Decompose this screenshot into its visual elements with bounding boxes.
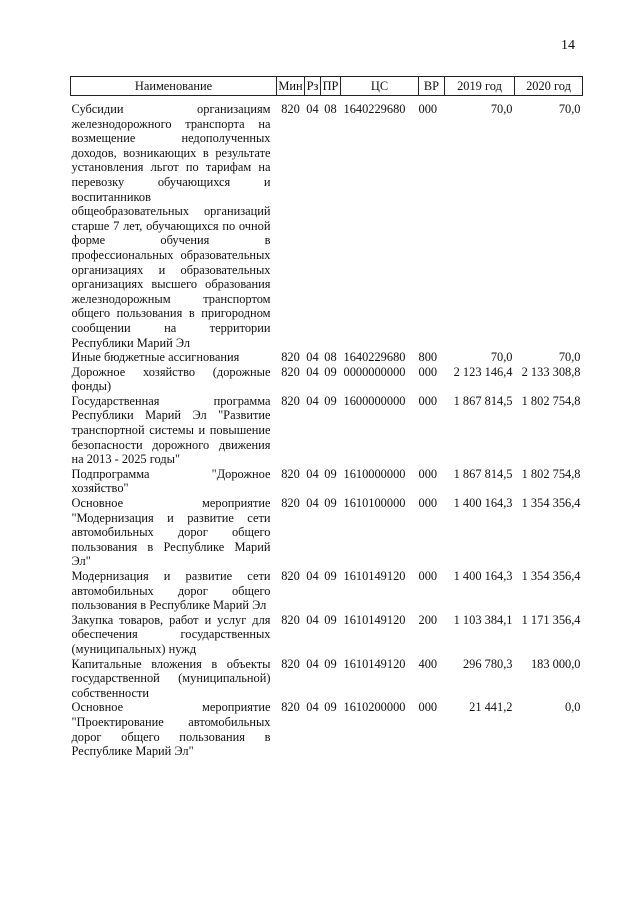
page-number: 14: [561, 38, 575, 53]
cell-pr: 09: [324, 466, 337, 481]
table-row: [71, 365, 583, 394]
cell-name: Дорожное хозяйство (дорожные фонды): [71, 364, 271, 394]
column-header-pr: ПР: [321, 77, 341, 96]
cell-vr: 200: [418, 612, 438, 627]
table-row: [71, 350, 583, 365]
cell-2020: 1 171 356,4: [521, 612, 581, 627]
cell-min: 820: [281, 569, 300, 583]
cell-name: Капитальные вложения в объекты государственной (муниципальной) собственности: [71, 656, 271, 700]
cell-2020: 70,0: [558, 350, 581, 365]
cell-min: 820: [281, 612, 300, 627]
cell-2019: 1 867 814,5: [453, 393, 513, 408]
cell-2020: 1 802 754,8: [521, 466, 581, 481]
cell-vr: 000: [418, 496, 438, 511]
cell-pr: 09: [324, 612, 337, 627]
cell-min: 820: [281, 393, 300, 408]
cell-vr: 000: [418, 569, 438, 583]
cell-rz: 04: [306, 569, 319, 583]
cell-pr: 09: [324, 364, 337, 379]
column-header-rz: Рз: [305, 77, 321, 96]
cell-vr: 800: [418, 350, 438, 365]
cell-cs: 1610200000: [343, 700, 406, 715]
cell-2020: 2 133 308,8: [521, 364, 581, 379]
cell-vr: 000: [418, 393, 438, 408]
cell-rz: 04: [306, 612, 319, 627]
budget-table: [70, 76, 583, 759]
table-body: [71, 96, 583, 759]
cell-min: 820: [281, 656, 300, 671]
column-header-min: Мин: [277, 77, 305, 96]
column-header-cs: ЦС: [341, 77, 419, 96]
cell-rz: 04: [306, 364, 319, 379]
cell-name: Подпрограмма "Дорожное хозяйство": [71, 466, 271, 496]
table-row: [71, 700, 583, 758]
cell-name: Модернизация и развитие сети автомобильных дорог общего пользования в Республике Марий Эл: [71, 569, 271, 613]
cell-rz: 04: [306, 102, 319, 116]
cell-vr: 000: [418, 364, 438, 379]
cell-2020: 1 354 356,4: [521, 496, 581, 511]
cell-name: Государственная программа Республики Марий Эл "Развитие транспортной системы и повышение безопасности дорожного движения на 2013 - 2025 годы": [71, 393, 271, 467]
column-header-2020: 2020 год: [515, 77, 583, 96]
cell-pr: 09: [324, 656, 337, 671]
cell-pr: 08: [324, 350, 337, 365]
cell-min: 820: [281, 496, 300, 511]
table-row: [71, 657, 583, 701]
cell-cs: 1600000000: [343, 393, 406, 408]
cell-vr: 000: [418, 466, 438, 481]
cell-cs: 1640229680: [343, 102, 406, 116]
cell-2019: 2 123 146,4: [453, 364, 513, 379]
cell-vr: 400: [418, 656, 438, 671]
table-row: [71, 467, 583, 496]
cell-rz: 04: [306, 496, 319, 511]
cell-name: Субсидии организациям железнодорожного транспорта на возмещение недополученных доходов, возникающих в результате установления льгот по тарифам на перевозку обучающихся и воспитанников общеобразовательных организаций старше 7 лет, обучающихся по очной форме обучения в профессиональных образовательных организациях и образовательных организациях высшего образования железнодорожным транспортом общего пользования в пригородном сообщении на территории Республики Марий Эл: [71, 102, 271, 350]
cell-pr: 09: [324, 569, 337, 583]
cell-name: Основное мероприятие "Модернизация и развитие сети автомобильных дорог общего пользования в Республике Марий Эл": [71, 496, 271, 569]
cell-cs: 1610149120: [343, 656, 406, 671]
cell-2020: 183 000,0: [530, 656, 581, 671]
cell-rz: 04: [306, 700, 319, 715]
column-header-name: Наименование: [71, 77, 277, 96]
cell-2019: 296 780,3: [462, 656, 513, 671]
cell-pr: 09: [324, 393, 337, 408]
cell-min: 820: [281, 364, 300, 379]
column-header-vr: ВР: [419, 77, 445, 96]
cell-rz: 04: [306, 656, 319, 671]
cell-vr: 000: [418, 700, 438, 715]
cell-rz: 04: [306, 350, 319, 365]
cell-name: Иные бюджетные ассигнования: [71, 350, 240, 365]
cell-vr: 000: [418, 102, 438, 116]
cell-min: 820: [281, 700, 300, 715]
table-row: [71, 613, 583, 657]
cell-name: Закупка товаров, работ и услуг для обеспечения государственных (муниципальных) нужд: [71, 612, 271, 656]
cell-2020: 1 802 754,8: [521, 393, 581, 408]
table-row: [71, 569, 583, 613]
cell-cs: 0000000000: [343, 364, 406, 379]
table-row: [71, 496, 583, 569]
table-row: [71, 394, 583, 467]
cell-2019: 1 867 814,5: [453, 466, 513, 481]
cell-min: 820: [281, 350, 300, 365]
cell-min: 820: [281, 102, 300, 116]
cell-rz: 04: [306, 466, 319, 481]
cell-2020: 1 354 356,4: [521, 569, 581, 583]
cell-cs: 1610000000: [343, 466, 406, 481]
cell-cs: 1610149120: [343, 569, 406, 583]
table-row: [71, 96, 583, 351]
cell-2019: 70,0: [490, 102, 513, 116]
cell-2019: 70,0: [490, 350, 513, 365]
cell-rz: 04: [306, 393, 319, 408]
cell-2019: 1 400 164,3: [453, 569, 513, 583]
cell-name: Основное мероприятие "Проектирование автомобильных дорог общего пользования в Республике Марий Эл": [71, 700, 271, 759]
cell-2019: 21 441,2: [469, 700, 513, 715]
table-header-row: [71, 77, 583, 96]
column-header-2019: 2019 год: [445, 77, 515, 96]
cell-pr: 09: [324, 496, 337, 511]
cell-cs: 1610149120: [343, 612, 406, 627]
cell-2020: 0,0: [565, 700, 581, 715]
cell-2019: 1 103 384,1: [453, 612, 513, 627]
cell-2020: 70,0: [558, 102, 581, 116]
cell-pr: 09: [324, 700, 337, 715]
cell-2019: 1 400 164,3: [453, 496, 513, 511]
cell-pr: 08: [324, 102, 337, 116]
cell-min: 820: [281, 466, 300, 481]
cell-cs: 1610100000: [343, 496, 406, 511]
cell-cs: 1640229680: [343, 350, 406, 365]
